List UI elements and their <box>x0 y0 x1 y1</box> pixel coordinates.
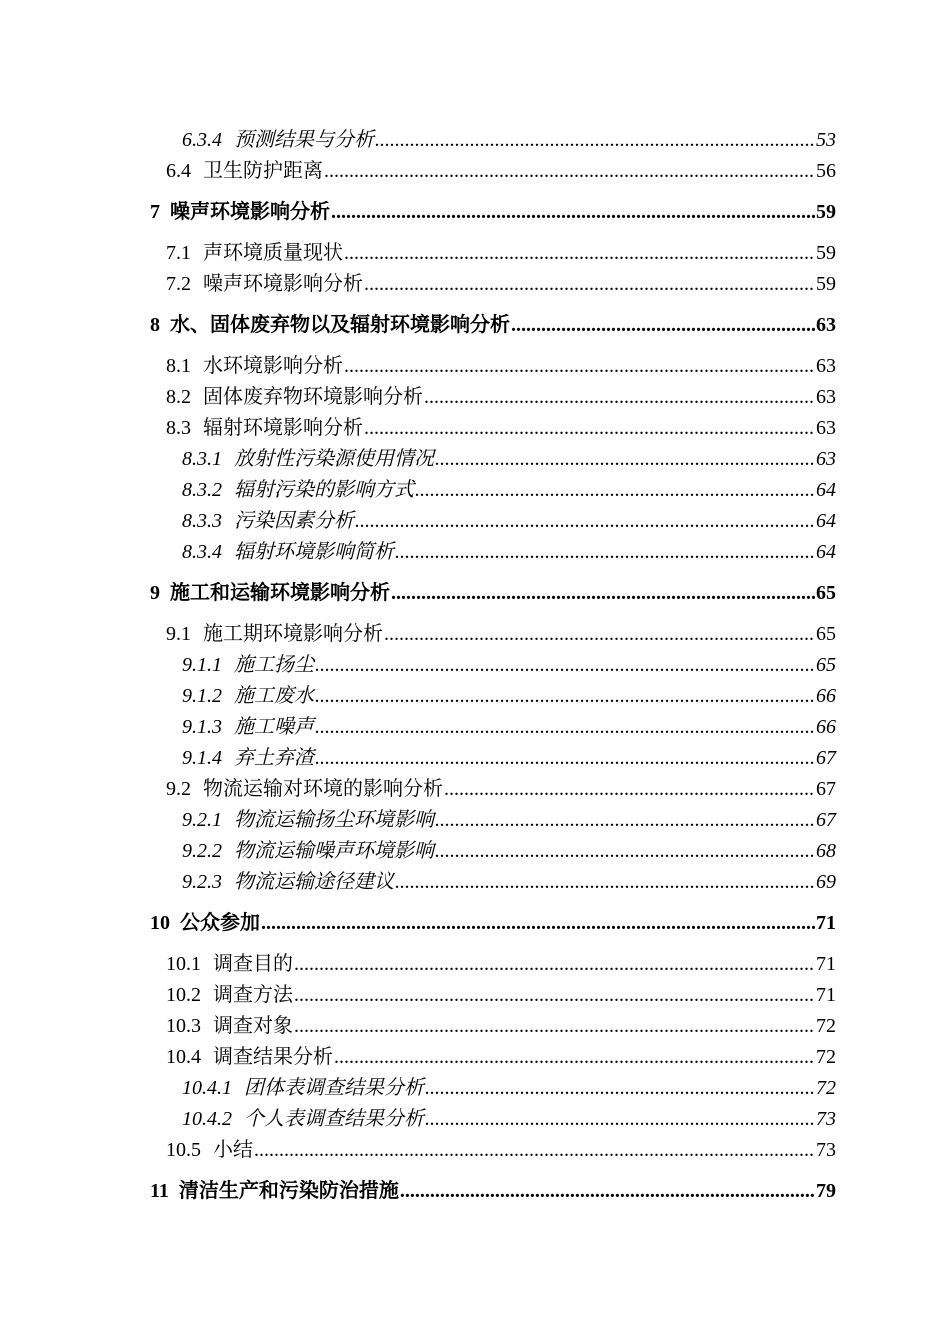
dot-leader <box>324 156 815 187</box>
entry-number: 9.2 <box>166 778 191 800</box>
table-of-contents <box>150 125 836 1217</box>
page-number: 56 <box>816 160 836 182</box>
dot-leader <box>315 650 815 681</box>
entry-title: 水、固体废弃物以及辐射环境影响分析 <box>170 314 510 336</box>
entry-number: 8.3.4 <box>182 541 222 563</box>
toc-entry[interactable] <box>150 774 836 805</box>
page-number: 67 <box>816 809 836 831</box>
page-number: 73 <box>816 1139 836 1161</box>
entry-number: 8.1 <box>166 355 191 377</box>
page-number: 59 <box>816 242 836 264</box>
entry-title: 预测结果与分析 <box>234 129 374 151</box>
entry-title: 水环境影响分析 <box>203 355 343 377</box>
toc-entry[interactable] <box>150 1135 836 1166</box>
page-number: 63 <box>816 355 836 377</box>
entry-title: 辐射环境影响简析 <box>234 541 394 563</box>
entry-title: 施工废水 <box>234 685 314 707</box>
entry-title: 辐射环境影响分析 <box>203 417 363 439</box>
entry-number: 9.1.3 <box>182 716 222 738</box>
dot-leader <box>261 908 815 939</box>
dot-leader <box>511 310 815 341</box>
toc-entry[interactable] <box>150 1042 836 1073</box>
page-number: 64 <box>816 541 836 563</box>
dot-leader <box>331 197 815 228</box>
dot-leader <box>425 1073 815 1104</box>
entry-number: 8.2 <box>166 386 191 408</box>
entry-title: 弃土弃渣 <box>234 747 314 769</box>
dot-leader <box>294 980 815 1011</box>
page-number: 53 <box>816 129 836 151</box>
page-number: 63 <box>816 448 836 470</box>
entry-number: 9.1 <box>166 623 191 645</box>
entry-number: 8.3.1 <box>182 448 222 470</box>
page-number: 59 <box>816 201 836 223</box>
entry-number: 10.4.2 <box>182 1108 232 1130</box>
entry-number: 7.1 <box>166 242 191 264</box>
toc-entry[interactable] <box>150 238 836 269</box>
dot-leader <box>355 506 815 537</box>
entry-title: 施工期环境影响分析 <box>203 623 383 645</box>
page-number: 63 <box>816 417 836 439</box>
page-number: 73 <box>816 1108 836 1130</box>
toc-entry[interactable] <box>150 156 836 187</box>
dot-leader <box>435 836 815 867</box>
page-number: 63 <box>816 314 836 336</box>
entry-number: 10 <box>150 912 170 934</box>
entry-title: 调查方法 <box>213 984 293 1006</box>
page-number: 65 <box>816 623 836 645</box>
entry-number: 9.1.4 <box>182 747 222 769</box>
toc-entry[interactable] <box>150 805 836 836</box>
toc-entry[interactable] <box>150 980 836 1011</box>
entry-number: 8.3.2 <box>182 479 222 501</box>
dot-leader <box>435 805 815 836</box>
dot-leader <box>315 712 815 743</box>
entry-number: 10.2 <box>166 984 201 1006</box>
dot-leader <box>364 413 815 444</box>
entry-title: 物流运输扬尘环境影响 <box>234 809 434 831</box>
entry-number: 6.4 <box>166 160 191 182</box>
toc-entry[interactable] <box>150 475 836 506</box>
dot-leader <box>364 269 815 300</box>
entry-number: 8.3.3 <box>182 510 222 532</box>
page-number: 68 <box>816 840 836 862</box>
entry-title: 辐射污染的影响方式 <box>234 479 414 501</box>
entry-title: 清洁生产和污染防治措施 <box>178 1180 399 1202</box>
toc-entry[interactable] <box>150 413 836 444</box>
entry-number: 8.3 <box>166 417 191 439</box>
page-number: 59 <box>816 273 836 295</box>
toc-entry[interactable] <box>150 506 836 537</box>
entry-title: 团体表调查结果分析 <box>244 1077 424 1099</box>
dot-leader <box>344 351 815 382</box>
entry-title: 固体废弃物环境影响分析 <box>203 386 423 408</box>
dot-leader <box>375 125 815 156</box>
entry-number: 9.2.2 <box>182 840 222 862</box>
dot-leader <box>400 1176 815 1207</box>
toc-entry[interactable] <box>150 681 836 712</box>
toc-entry[interactable] <box>150 351 836 382</box>
dot-leader <box>424 382 815 413</box>
entry-number: 9.1.2 <box>182 685 222 707</box>
entry-number: 10.4 <box>166 1046 201 1068</box>
toc-entry[interactable] <box>150 1073 836 1104</box>
dot-leader <box>395 537 815 568</box>
entry-title: 卫生防护距离 <box>203 160 323 182</box>
toc-entry[interactable] <box>150 650 836 681</box>
page-number: 72 <box>816 1046 836 1068</box>
entry-title: 噪声环境影响分析 <box>203 273 363 295</box>
toc-entry[interactable] <box>150 949 836 980</box>
page-number: 67 <box>816 747 836 769</box>
entry-number: 9 <box>150 582 160 604</box>
entry-title: 物流运输对环境的影响分析 <box>203 778 443 800</box>
dot-leader <box>391 578 815 609</box>
entry-title: 施工噪声 <box>234 716 314 738</box>
entry-number: 7.2 <box>166 273 191 295</box>
dot-leader <box>425 1104 815 1135</box>
dot-leader <box>315 743 815 774</box>
page-number: 65 <box>816 654 836 676</box>
page-number: 72 <box>816 1015 836 1037</box>
entry-number: 10.3 <box>166 1015 201 1037</box>
entry-number: 9.2.3 <box>182 871 222 893</box>
toc-entry[interactable] <box>150 269 836 300</box>
dot-leader <box>334 1042 815 1073</box>
toc-entry[interactable] <box>150 578 836 609</box>
toc-entry[interactable] <box>150 537 836 568</box>
dot-leader <box>315 681 815 712</box>
dot-leader <box>294 1011 815 1042</box>
entry-number: 9.1.1 <box>182 654 222 676</box>
entry-number: 11 <box>150 1180 169 1202</box>
page-number: 79 <box>816 1180 836 1202</box>
toc-entry[interactable] <box>150 125 836 156</box>
dot-leader <box>415 475 815 506</box>
dot-leader <box>294 949 815 980</box>
entry-number: 9.2.1 <box>182 809 222 831</box>
entry-title: 个人表调查结果分析 <box>244 1108 424 1130</box>
page-number: 64 <box>816 510 836 532</box>
toc-entry[interactable] <box>150 867 836 898</box>
entry-number: 10.1 <box>166 953 201 975</box>
toc-entry[interactable] <box>150 743 836 774</box>
toc-entry[interactable] <box>150 1104 836 1135</box>
toc-entry[interactable] <box>150 382 836 413</box>
dot-leader <box>395 867 815 898</box>
entry-title: 施工和运输环境影响分析 <box>170 582 390 604</box>
page-number: 66 <box>816 716 836 738</box>
dot-leader <box>254 1135 815 1166</box>
entry-number: 6.3.4 <box>182 129 222 151</box>
entry-title: 施工扬尘 <box>234 654 314 676</box>
toc-entry[interactable] <box>150 1011 836 1042</box>
dot-leader <box>444 774 815 805</box>
entry-number: 10.4.1 <box>182 1077 232 1099</box>
entry-number: 7 <box>150 201 160 223</box>
toc-entry[interactable] <box>150 619 836 650</box>
dot-leader <box>435 444 815 475</box>
toc-entry[interactable] <box>150 197 836 228</box>
entry-number: 8 <box>150 314 160 336</box>
toc-entry[interactable] <box>150 1176 836 1207</box>
entry-title: 物流运输噪声环境影响 <box>234 840 434 862</box>
entry-title: 调查对象 <box>213 1015 293 1037</box>
toc-entry[interactable] <box>150 444 836 475</box>
entry-title: 调查目的 <box>213 953 293 975</box>
entry-title: 声环境质量现状 <box>203 242 343 264</box>
toc-entry[interactable] <box>150 712 836 743</box>
entry-title: 公众参加 <box>180 912 260 934</box>
entry-title: 噪声环境影响分析 <box>170 201 330 223</box>
entry-title: 放射性污染源使用情况 <box>234 448 434 470</box>
entry-title: 小结 <box>213 1139 253 1161</box>
toc-entry[interactable] <box>150 908 836 939</box>
entry-title: 物流运输途径建议 <box>234 871 394 893</box>
page-number: 66 <box>816 685 836 707</box>
page-number: 71 <box>816 912 836 934</box>
page-number: 71 <box>816 984 836 1006</box>
entry-title: 污染因素分析 <box>234 510 354 532</box>
toc-entry[interactable] <box>150 836 836 867</box>
page-number: 71 <box>816 953 836 975</box>
entry-number: 10.5 <box>166 1139 201 1161</box>
page-number: 69 <box>816 871 836 893</box>
page-number: 64 <box>816 479 836 501</box>
dot-leader <box>344 238 815 269</box>
page-number: 67 <box>816 778 836 800</box>
page-number: 65 <box>816 582 836 604</box>
page-number: 72 <box>816 1077 836 1099</box>
dot-leader <box>384 619 815 650</box>
entry-title: 调查结果分析 <box>213 1046 333 1068</box>
toc-entry[interactable] <box>150 310 836 341</box>
page-number: 63 <box>816 386 836 408</box>
